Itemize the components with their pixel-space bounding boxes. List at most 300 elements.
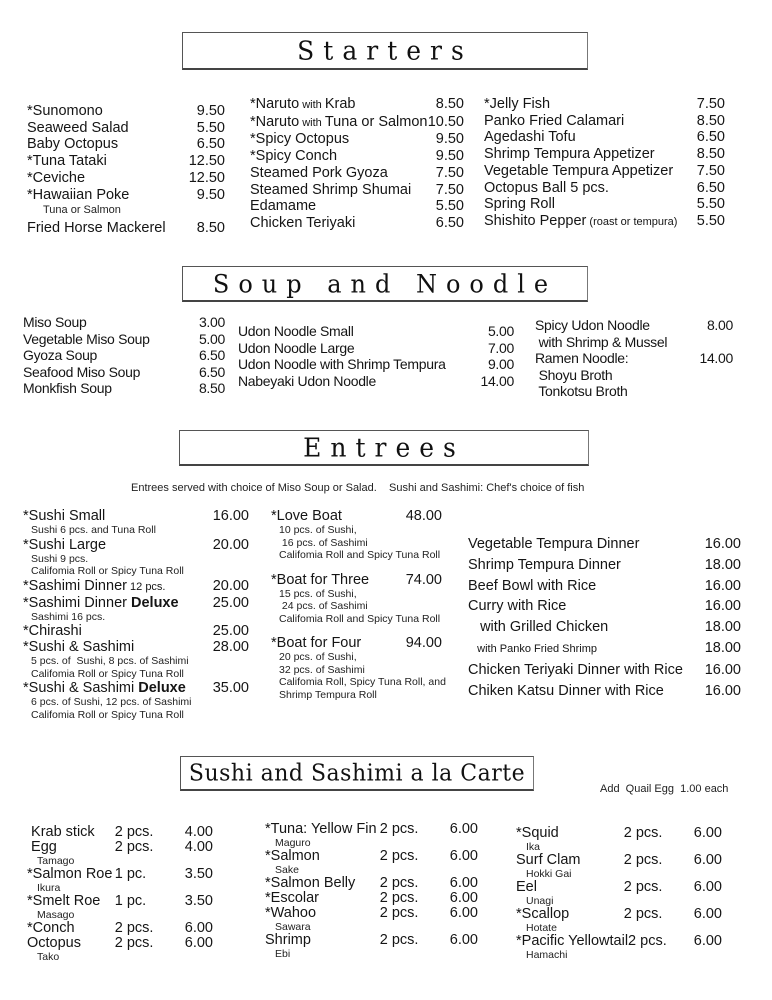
item-price: 4.00 <box>184 824 213 840</box>
menu-item <box>23 380 225 397</box>
item-price: 12.50 <box>188 153 225 170</box>
item-name <box>27 187 129 204</box>
menu-item <box>265 849 478 864</box>
item-quantity: 2 pcs. <box>623 852 663 868</box>
item-price: 3.50 <box>184 866 213 882</box>
item-price: 25.00 <box>212 623 249 639</box>
menu-item <box>516 853 722 868</box>
item-name <box>27 153 107 170</box>
item-name <box>250 148 337 165</box>
menu-item <box>468 576 741 597</box>
item-name-text: *Tuna Tataki <box>27 153 107 170</box>
menu-item <box>484 113 725 130</box>
item-note: Tuna or Salmon <box>43 204 121 217</box>
menu-item <box>484 213 725 231</box>
item-price: 16.00 <box>212 508 249 524</box>
item-name: *Pacific Yellowtail <box>516 933 629 949</box>
item-name-text: Seafood Miso Soup <box>23 363 141 380</box>
menu-item <box>535 350 733 367</box>
menu-item <box>265 933 478 948</box>
item-price: 6.00 <box>449 875 478 891</box>
menu-item <box>23 364 225 381</box>
item-note: Sushi 6 pcs. and Tuna Roll <box>31 524 156 536</box>
item-japanese-name: Maguro <box>275 837 311 849</box>
menu-item <box>27 936 213 951</box>
item-price: 9.50 <box>435 131 464 148</box>
item-name <box>27 170 85 187</box>
item-name: Shrimp <box>265 932 311 948</box>
soup-column-3 <box>535 317 733 400</box>
item-name-text: Nabeyaki Udon Noodle <box>238 372 376 389</box>
item-note: 6 pcs. of Sushi, 12 pcs. of Sashimi <box>31 696 192 708</box>
item-quantity: 2 pcs. <box>379 875 419 891</box>
starters-column-3 <box>484 96 725 231</box>
item-quantity: 2 pcs. <box>114 920 154 936</box>
item-quantity: 2 pcs. <box>379 905 419 921</box>
item-price: 16.00 <box>704 661 741 678</box>
item-note: Califomia Roll or Spicy Tuna Roll <box>31 565 184 577</box>
item-name-text: Seaweed Salad <box>27 119 129 136</box>
item-note: Sashimi 16 pcs. <box>31 610 106 623</box>
item-price: 8.50 <box>198 380 225 396</box>
section-title: Starters <box>297 35 473 66</box>
item-name-text: Shrimp Tempura Appetizer <box>484 146 655 163</box>
item-price: 14.00 <box>699 350 733 366</box>
item-quantity: 2 pcs. <box>628 933 667 949</box>
section-header-entrees <box>179 430 589 466</box>
item-japanese-name: Tamago <box>37 855 75 867</box>
menu-item <box>516 934 722 949</box>
item-name-text: *Spicy Conch <box>250 148 338 165</box>
item-name <box>23 623 82 639</box>
item-name-text: *Boat for Three <box>271 571 370 588</box>
item-price: 5.50 <box>435 198 464 215</box>
item-name <box>484 113 624 130</box>
menu-item <box>265 876 478 891</box>
menu-item <box>484 146 725 163</box>
item-price: 8.50 <box>696 112 725 129</box>
item-price: 7.50 <box>696 162 725 179</box>
carte-column-2 <box>265 822 478 960</box>
item-note: Califomia Roll and Spicy Tuna Roll <box>279 549 441 561</box>
item-name: *Salmon Roe <box>27 866 113 882</box>
item-name <box>271 508 342 524</box>
item-price: 6.00 <box>449 905 478 921</box>
item-name-text: *Sushi Large <box>23 536 107 553</box>
item-japanese-name: Unagi <box>526 895 554 907</box>
item-name-text: Baby Octopus <box>27 136 119 153</box>
menu-item <box>27 136 225 153</box>
item-name <box>27 103 103 120</box>
menu-item <box>516 826 722 841</box>
soup-column-2 <box>238 323 514 389</box>
item-name <box>238 356 446 373</box>
item-name-text: Chiken Katsu Dinner with Rice <box>468 682 664 699</box>
item-name: *Wahoo <box>265 905 317 921</box>
item-name <box>23 331 150 348</box>
item-price: 9.00 <box>487 356 514 372</box>
item-name-text: with Grilled Chicken <box>468 619 609 636</box>
item-name-text: Vegetable Miso Soup <box>23 330 150 347</box>
item-quantity: 2 pcs. <box>623 906 663 922</box>
menu-item <box>535 383 733 400</box>
menu-item <box>250 114 464 132</box>
item-note: Califomia Roll or Spicy Tuna Roll <box>31 708 184 721</box>
item-price: 74.00 <box>405 571 442 588</box>
menu-item <box>250 165 464 182</box>
item-name-deluxe: Deluxe <box>131 594 179 611</box>
entrees-note: Entrees served with choice of Miso Soup or Salad. Sushi and Sashimi: Chef's choice of fish <box>131 482 585 494</box>
item-price: 3.50 <box>184 893 213 909</box>
menu-item <box>23 537 249 553</box>
item-price: 6.00 <box>449 890 478 906</box>
menu-item <box>27 825 213 840</box>
item-name-text: with Shrimp & Mussel <box>535 333 668 350</box>
item-name <box>250 165 388 182</box>
item-name <box>23 578 166 595</box>
item-name <box>468 638 597 660</box>
item-price: 16.00 <box>704 536 741 552</box>
menu-item <box>250 182 464 199</box>
item-name: Eel <box>516 879 537 895</box>
item-price: 6.50 <box>696 179 725 196</box>
item-japanese-name: Hotate <box>526 922 557 934</box>
item-name <box>27 220 166 237</box>
item-name <box>238 373 376 390</box>
item-quantity: 2 pcs. <box>623 825 663 841</box>
item-name: *Escolar <box>265 890 319 906</box>
item-japanese-name: Ikura <box>37 882 61 894</box>
item-name-text: *Sashimi Dinner <box>23 577 127 594</box>
menu-item <box>27 921 213 936</box>
item-name-text: Edamame <box>250 198 317 215</box>
section-header-soup-noodle <box>182 266 588 302</box>
item-japanese-name: Tako <box>37 951 60 963</box>
item-name: *Smelt Roe <box>27 893 101 909</box>
item-price: 6.50 <box>435 214 464 231</box>
starters-column-2 <box>250 96 464 232</box>
item-name <box>27 136 118 153</box>
quail-egg-note: Add Quail Egg 1.00 each <box>600 783 729 795</box>
entrees-column-2 <box>271 508 446 711</box>
item-price: 18.00 <box>704 556 741 573</box>
item-name-text: *Sunomono <box>27 103 103 119</box>
item-name <box>484 146 655 163</box>
item-name-text: Chicken Teriyaki Dinner with Rice <box>468 661 683 678</box>
item-name <box>468 596 566 617</box>
menu-item <box>27 220 225 237</box>
item-price: 16.00 <box>704 598 741 615</box>
item-price: 7.50 <box>696 96 725 112</box>
item-name <box>23 537 106 553</box>
item-name <box>484 96 550 113</box>
item-name <box>250 198 316 215</box>
item-japanese-name: Masago <box>37 909 75 921</box>
menu-item <box>23 680 249 696</box>
menu-item <box>27 103 225 120</box>
menu-item <box>27 187 225 204</box>
item-name-text: Spring Roll <box>484 196 555 213</box>
menu-item <box>23 639 249 655</box>
item-name-text: *Sashimi Dinner <box>23 594 131 611</box>
item-price: 6.50 <box>696 129 725 146</box>
item-name <box>535 334 667 351</box>
menu-item <box>27 840 213 855</box>
menu-item <box>238 340 514 357</box>
menu-item <box>250 96 464 114</box>
item-name-text: *Naruto <box>250 113 300 130</box>
item-name-text: Curry with Rice <box>468 598 567 615</box>
item-name-text: *Sushi & Sashimi <box>23 639 135 655</box>
item-name-text: Chicken Teriyaki <box>250 214 356 231</box>
item-name <box>23 680 186 696</box>
spacer <box>271 562 442 572</box>
item-name-text: *Ceviche <box>27 169 86 186</box>
item-japanese-name: Sawara <box>275 921 311 933</box>
section-title: Sushi and Sashimi a la Carte <box>188 759 526 787</box>
menu-item <box>250 148 464 165</box>
item-name-text: Agedashi Tofu <box>484 129 576 146</box>
item-name-text: Udon Noodle Large <box>238 339 355 356</box>
carte-column-1 <box>27 825 213 963</box>
menu-item <box>27 894 213 909</box>
item-price: 6.00 <box>449 932 478 948</box>
item-note: 24 pcs. of Sashimi <box>279 600 368 612</box>
menu-item <box>23 595 249 611</box>
item-note: Califomia Roll and Spicy Tuna Roll <box>279 612 441 625</box>
item-price: 48.00 <box>405 508 442 524</box>
item-name-text: Octopus Ball 5 pcs. <box>484 179 609 196</box>
item-name <box>484 196 555 213</box>
menu-item <box>27 867 213 882</box>
item-name <box>23 314 86 331</box>
item-japanese-name: Hokki Gai <box>526 868 572 880</box>
item-price: 20.00 <box>212 536 249 553</box>
item-name: *Squid <box>516 825 559 841</box>
item-japanese-name: Ebi <box>275 948 291 960</box>
menu-item <box>27 170 225 187</box>
item-name <box>23 508 105 524</box>
item-price: 6.00 <box>449 821 478 837</box>
item-name <box>535 383 628 400</box>
menu-item <box>484 180 725 197</box>
menu-item <box>468 596 741 617</box>
menu-item <box>23 347 225 364</box>
item-note: Shrimp Tempura Roll <box>279 688 377 701</box>
item-name-text: *Sushi & Sashimi <box>23 680 139 696</box>
item-name-deluxe: Deluxe <box>138 680 186 696</box>
item-name <box>535 317 650 334</box>
starters-column-1 <box>27 103 225 237</box>
item-price: 9.50 <box>196 186 225 203</box>
item-name-text: Panko Fried Calamari <box>484 112 625 129</box>
item-price: 8.50 <box>435 96 464 112</box>
section-header-starters <box>182 32 588 70</box>
item-price: 6.00 <box>693 933 722 949</box>
item-price: 8.50 <box>196 220 225 237</box>
entrees-column-3 <box>468 534 741 701</box>
item-name-text: Fried Horse Mackerel <box>27 220 166 237</box>
item-price: 6.00 <box>449 848 478 864</box>
item-name-text: Krab <box>324 96 356 112</box>
menu-item <box>23 623 249 639</box>
item-name-text: Udon Noodle Small <box>238 323 354 339</box>
item-note: 20 pcs. of Sushi, <box>279 651 357 663</box>
menu-item <box>23 314 225 331</box>
menu-item <box>535 317 733 334</box>
item-price: 9.50 <box>435 148 464 165</box>
item-price: 5.50 <box>196 119 225 136</box>
item-price: 20.00 <box>212 577 249 594</box>
item-price: 6.00 <box>184 935 213 951</box>
item-name-text: *Hawaiian Poke <box>27 186 130 203</box>
menu-item <box>535 334 733 351</box>
item-name-text: Vegetable Tempura Dinner <box>468 536 640 552</box>
item-note: 15 pcs. of Sushi, <box>279 587 357 600</box>
item-name-text: Steamed Shrimp Shumai <box>250 181 412 198</box>
item-name: Octopus <box>27 935 81 951</box>
item-name: *Salmon <box>265 848 320 864</box>
item-name <box>484 163 673 180</box>
item-name <box>23 364 140 381</box>
item-price: 7.00 <box>487 339 514 356</box>
item-price: 16.00 <box>704 577 741 594</box>
item-name <box>250 215 355 232</box>
item-price: 16.00 <box>704 682 741 699</box>
item-price: 6.50 <box>198 363 225 380</box>
item-price: 12.50 <box>188 169 225 186</box>
menu-item <box>468 555 741 576</box>
item-name <box>468 681 664 702</box>
item-note: 32 pcs. of Sashimi <box>279 663 365 676</box>
item-name-text: Monkfish Soup <box>23 380 112 396</box>
item-name-text: *Boat for Four <box>271 635 362 651</box>
menu-item <box>27 153 225 170</box>
item-name <box>468 555 621 576</box>
menu-item <box>468 617 741 638</box>
item-price: 18.00 <box>704 619 741 636</box>
item-price: 8.00 <box>706 317 733 333</box>
item-name: *Scallop <box>516 906 570 922</box>
item-name-text: Vegetable Tempura Appetizer <box>484 162 674 179</box>
item-price: 35.00 <box>212 680 249 696</box>
item-name-text: Shishito Pepper <box>484 212 587 229</box>
menu-item <box>238 356 514 373</box>
item-name <box>238 340 354 357</box>
item-price: 6.00 <box>184 920 213 936</box>
item-price: 10.50 <box>427 113 464 130</box>
menu-item <box>468 638 741 660</box>
spacer <box>271 701 442 711</box>
item-name <box>484 180 609 197</box>
carte-column-3 <box>516 826 722 961</box>
item-name-text: Miso Soup <box>23 314 87 330</box>
item-name <box>484 129 576 146</box>
item-name-text: Udon Noodle with Shrimp Tempura <box>238 356 446 372</box>
entrees-column-1 <box>23 508 249 721</box>
item-name: Krab stick <box>27 824 95 840</box>
item-price: 5.50 <box>696 212 725 229</box>
menu-item <box>516 907 722 922</box>
menu-item <box>468 660 741 681</box>
menu-item <box>265 906 478 921</box>
item-quantity: 2 pcs. <box>114 824 154 840</box>
item-name <box>250 182 411 199</box>
item-name <box>23 639 134 655</box>
item-price: 7.50 <box>435 181 464 198</box>
item-price: 94.00 <box>405 635 442 651</box>
item-name: Egg <box>27 839 57 855</box>
item-quantity: 2 pcs. <box>623 879 663 895</box>
item-price: 6.00 <box>693 825 722 841</box>
item-name-text: *Love Boat <box>271 508 342 524</box>
item-name <box>468 617 608 638</box>
menu-item <box>535 367 733 384</box>
menu-item <box>265 891 478 906</box>
item-quantity: 2 pcs. <box>379 848 419 864</box>
item-name <box>484 213 677 231</box>
item-name-detail: with <box>299 116 325 129</box>
item-price: 14.00 <box>480 372 514 389</box>
item-name-text: Tonkotsu Broth <box>535 383 628 399</box>
item-price: 28.00 <box>212 639 249 655</box>
item-price: 5.50 <box>696 196 725 213</box>
menu-item <box>250 215 464 232</box>
item-name <box>238 323 354 340</box>
menu-item <box>484 163 725 180</box>
menu-item <box>265 822 478 837</box>
menu-item <box>271 635 442 651</box>
item-name <box>468 660 683 681</box>
item-price: 5.00 <box>198 330 225 347</box>
item-price: 6.00 <box>693 879 722 895</box>
item-price: 4.00 <box>184 839 213 855</box>
item-price: 6.50 <box>198 347 225 363</box>
item-price: 6.50 <box>196 136 225 153</box>
item-price: 6.00 <box>693 906 722 922</box>
menu-item <box>484 129 725 146</box>
item-name-text: Spicy Udon Noodle <box>535 317 650 333</box>
item-quantity: 2 pcs. <box>379 932 419 948</box>
item-name <box>250 96 356 114</box>
item-name <box>271 572 369 588</box>
item-name-text: *Jelly Fish <box>484 96 551 112</box>
item-note: Califomia Roll or Spicy Tuna Roll <box>31 667 184 680</box>
item-name <box>23 595 179 611</box>
item-quantity: 2 pcs. <box>114 839 154 855</box>
section-title: Soup and Noodle <box>212 268 558 299</box>
item-name-text: Shoyu Broth <box>535 366 613 383</box>
item-note: 16 pcs. of Sashimi <box>279 536 368 549</box>
soup-column-1 <box>23 314 225 397</box>
item-name-text: Beef Bowl with Rice <box>468 577 597 594</box>
item-name <box>23 347 97 364</box>
section-header-a-la-carte <box>180 756 534 791</box>
item-price: 5.00 <box>487 323 514 339</box>
menu-item <box>23 578 249 595</box>
item-price: 9.50 <box>196 103 225 119</box>
menu-item <box>484 96 725 113</box>
item-price: 3.00 <box>198 314 225 330</box>
menu-item <box>468 534 741 555</box>
item-price: 18.00 <box>704 639 741 656</box>
menu-item <box>271 572 442 588</box>
menu-item <box>484 196 725 213</box>
item-name-text: Steamed Pork Gyoza <box>250 164 388 181</box>
item-price: 25.00 <box>212 594 249 611</box>
item-note: 10 pcs. of Sushi, <box>279 524 357 536</box>
item-quantity: 2 pcs. <box>379 821 419 837</box>
